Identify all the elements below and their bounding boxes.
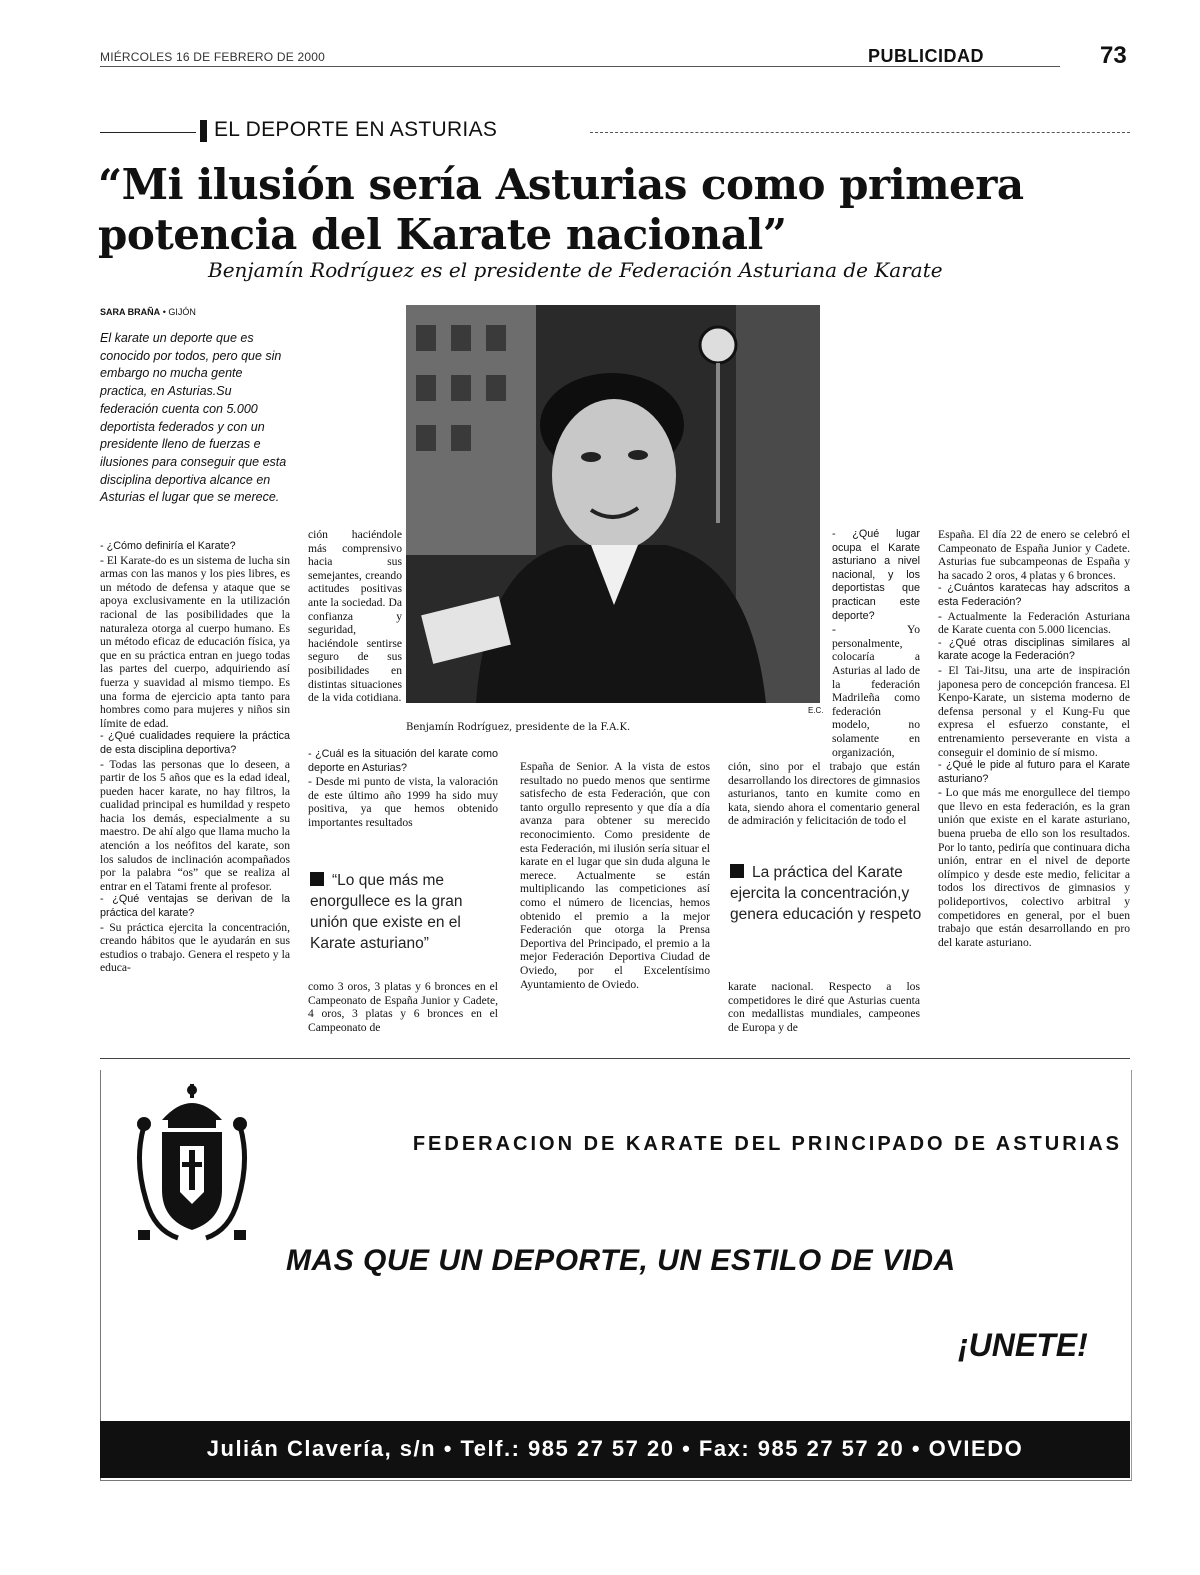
interview-question: - ¿Qué ventajas se derivan de la práctica del karate?	[100, 893, 290, 920]
ad-slogan: MAS QUE UN DEPORTE, UN ESTILO DE VIDA	[286, 1244, 956, 1277]
ad-organization: FEDERACION DE KARATE DEL PRINCIPADO DE ASTURIAS	[412, 1133, 1122, 1155]
interview-question: - ¿Qué le pide al futuro para el Karate asturiano?	[938, 759, 1130, 785]
interview-answer: - Actualmente la Federación Asturiana de Karate cuenta con 5.000 licencias.	[938, 609, 1130, 637]
interview-answer: ción, sino por el trabajo que están desarrollando los directores de gimnasios asturianos, tanto en kumite como en kata, siendo ahora el comentario general de admiración y felicitación de todo el	[728, 760, 920, 828]
interview-answer: España. El día 22 de enero se celebró el Campeonato de España Junior y Cadete. Asturias fue subcampeonas de España y ha sacado 2 oros, 4 platas y 6 bronces.	[938, 528, 1130, 582]
interview-answer: - Su práctica ejercita la concentración, creando hábitos que le ayudarán en sus estudios o trabajo. Genera el respeto y la educa-	[100, 920, 290, 975]
kicker-rule-right	[590, 132, 1130, 133]
pull-quote-2-text: La práctica del Karate ejercita la concentración,y genera educación y respeto	[730, 864, 922, 923]
interview-answer: ción haciéndole más comprensivo hacia sus semejantes, creando actitudes positivas ante la sociedad. Da confianza y seguridad, haciéndole sentirse seguro de sus posibilidades en distintas situaciones de la vida cotidiana.	[308, 528, 402, 705]
kicker: EL DEPORTE EN ASTURIAS	[214, 118, 498, 141]
interview-answer: - Desde mi punto de vista, la valoración de este último año 1999 ha sido muy positiva, ya que hemos obtenido importantes resultados	[308, 775, 498, 829]
pull-quote-marker	[730, 864, 744, 878]
interview-question: - ¿Cómo definiría el Karate?	[100, 540, 236, 552]
article-column-5	[938, 528, 1130, 949]
article-column-4-bottom	[728, 980, 920, 1034]
interview-question: - ¿Qué cualidades requiere la práctica de esta disciplina deportiva?	[100, 730, 290, 756]
interview-answer: - Lo que más me enorgullece del tiempo que llevo en esta federación, es la gran unión que existe en el karate asturiano, buena prueba de ello son los resultados. Por lo tanto, pediría que continuara dicha unión, entrar en el nivel de deporte olímpico y desde este medio, felicitar a todos los directivos de gimnasios y polideportivos, colectivo arbitral y competidores en general, por el buen trabajo que están desarrollando en pro del karate asturiano.	[938, 786, 1130, 949]
interview-question: - ¿Qué lugar ocupa el Karate asturiano a nivel nacional, y los deportistas que practican este deporte?	[832, 528, 920, 622]
crest-graphic	[128, 1080, 256, 1246]
interview-question: - ¿Cuántos karatecas hay adscritos a esta Federación?	[938, 582, 1130, 608]
interview-answer: karate nacional. Respecto a los competidores le diré que Asturias cuenta con medallistas mundiales, campeones de Europa y de	[728, 980, 920, 1034]
photo-credit: E.C.	[808, 706, 824, 715]
article-column-3	[520, 760, 710, 991]
issue-date: MIÉRCOLES 16 DE FEBRERO DE 2000	[100, 50, 325, 64]
article-column-1	[100, 540, 290, 975]
interview-question: - ¿Qué otras disciplinas similares al karate acoge la Federación?	[938, 636, 1130, 663]
ad-contact-bar	[100, 1421, 1130, 1478]
coat-of-arms-icon	[128, 1080, 256, 1246]
page-number: 73	[1100, 42, 1127, 69]
photo-caption: Benjamín Rodríguez, presidente de la F.A.K.	[406, 722, 631, 733]
ad-call-to-action: ¡UNETE!	[958, 1327, 1088, 1363]
kicker-rule-left	[100, 132, 196, 133]
section-name: PUBLICIDAD	[868, 46, 984, 66]
interview-answer: como 3 oros, 3 platas y 6 bronces en el Campeonato de España Junior y Cadete, 4 oros, 3 platas y 6 bronces en el Campeonato de	[308, 980, 498, 1034]
byline-author: SARA BRAÑA	[100, 307, 161, 317]
subheadline: Benjamín Rodríguez es el presidente de Federación Asturiana de Karate	[208, 258, 943, 282]
pull-quote-marker	[310, 872, 324, 886]
article-column-2-bottom	[308, 980, 498, 1034]
pull-quote-1	[310, 870, 500, 954]
headline: “Mi ilusión sería Asturias como primera potencia del Karate nacional”	[98, 160, 1024, 259]
interview-answer: - El Karate-do es un sistema de lucha sin armas con las manos y los pies libres, es un método de defensa y ataque que se apoya exclusivamente en la utilización racional de las posibilidades que la naturaleza otorga al cuerpo humano. Es un método eficaz de educación física, ya que en su práctica entran en juego todas las partes del cuerpo, adquiriendo así fuerza y suavidad al mismo tiempo. Es una forma de ejercicio apta tanto para hombres como para mujeres y niños sin límite de edad.	[100, 553, 290, 730]
interview-answer: España de Senior. A la vista de estos resultado no puedo menos que sentirme satisfecho de esta Federación, que con tanto orgullo represento y que día a día avanza para obtener su merecido reconocimiento. Como presidente de esta Federación, mi ilusión sería situar el karate en el lugar que sin duda alguna le merece. Actualmente se están multiplicando las competiciones así como el número de licencias, hemos obtenido el premio a la mejor Federación que otorga la Prensa Deportiva del Principado, el premio a la mejor Federación Deportiva Ciudad de Oviedo, por el Excelentísimo Ayuntamiento de Oviedo.	[520, 760, 710, 991]
intro-paragraph: El karate un deporte que es conocido por todos, pero que sin embargo no mucha gente practica, en Asturias.Su federación cuenta con 5.000 deportista federados y con un presidente lleno de fuerzas e ilusiones para conseguir que esta disciplina deportiva alcance en Asturias el lugar que se merece.	[100, 331, 287, 505]
ad-contact-text: Julián Clavería, s/n • Telf.: 985 27 57 20 • Fax: 985 27 57 20 • OVIEDO	[206, 1436, 1024, 1461]
article-column-4-mid	[728, 760, 920, 828]
pull-quote-2	[730, 862, 922, 925]
article-column-2-top	[308, 528, 402, 705]
byline-place: • GIJÓN	[162, 307, 196, 317]
interview-question: - ¿Cuál es la situación del karate como deporte en Asturias?	[308, 748, 498, 774]
ad-separator	[100, 1058, 1130, 1059]
interview-answer: - El Tai-Jitsu, una arte de inspiración japonesa pero de concepción francesa. El Kenpo-Karate, un sistema moderno de defensa personal y el Kung-Fu que expresa el esfuerzo constante, el entrenamiento perseverante en vista a conseguir el dominio de sí mismo.	[938, 663, 1130, 759]
article-column-4-top	[832, 528, 920, 759]
byline	[100, 307, 196, 317]
portrait-photo	[406, 305, 820, 703]
article-column-2-mid	[308, 748, 498, 830]
interview-answer: - Yo personalmente, colocaría a Asturias al lado de la federación Madrileña como federación modelo, no solamente en organización,	[832, 623, 920, 759]
pull-quote-1-text: “Lo que más me enorgullece es la gran unión que existe en el Karate asturiano”	[310, 872, 463, 952]
portrait-illustration	[406, 305, 820, 703]
interview-answer: - Todas las personas que lo deseen, a partir de los 5 años que es la edad ideal, pueden hacer karate, no hay filtros, la cualidad principal es humildad y respeto hacia los demás, especialmente a su maestro. De ahí algo que llama mucho la atención a los neófitos del karate, son los saludos de inclinación acompañados por la palabra “os” que se realiza al entrar en el Tatami frente al profesor.	[100, 757, 290, 893]
kicker-marker	[200, 120, 207, 142]
